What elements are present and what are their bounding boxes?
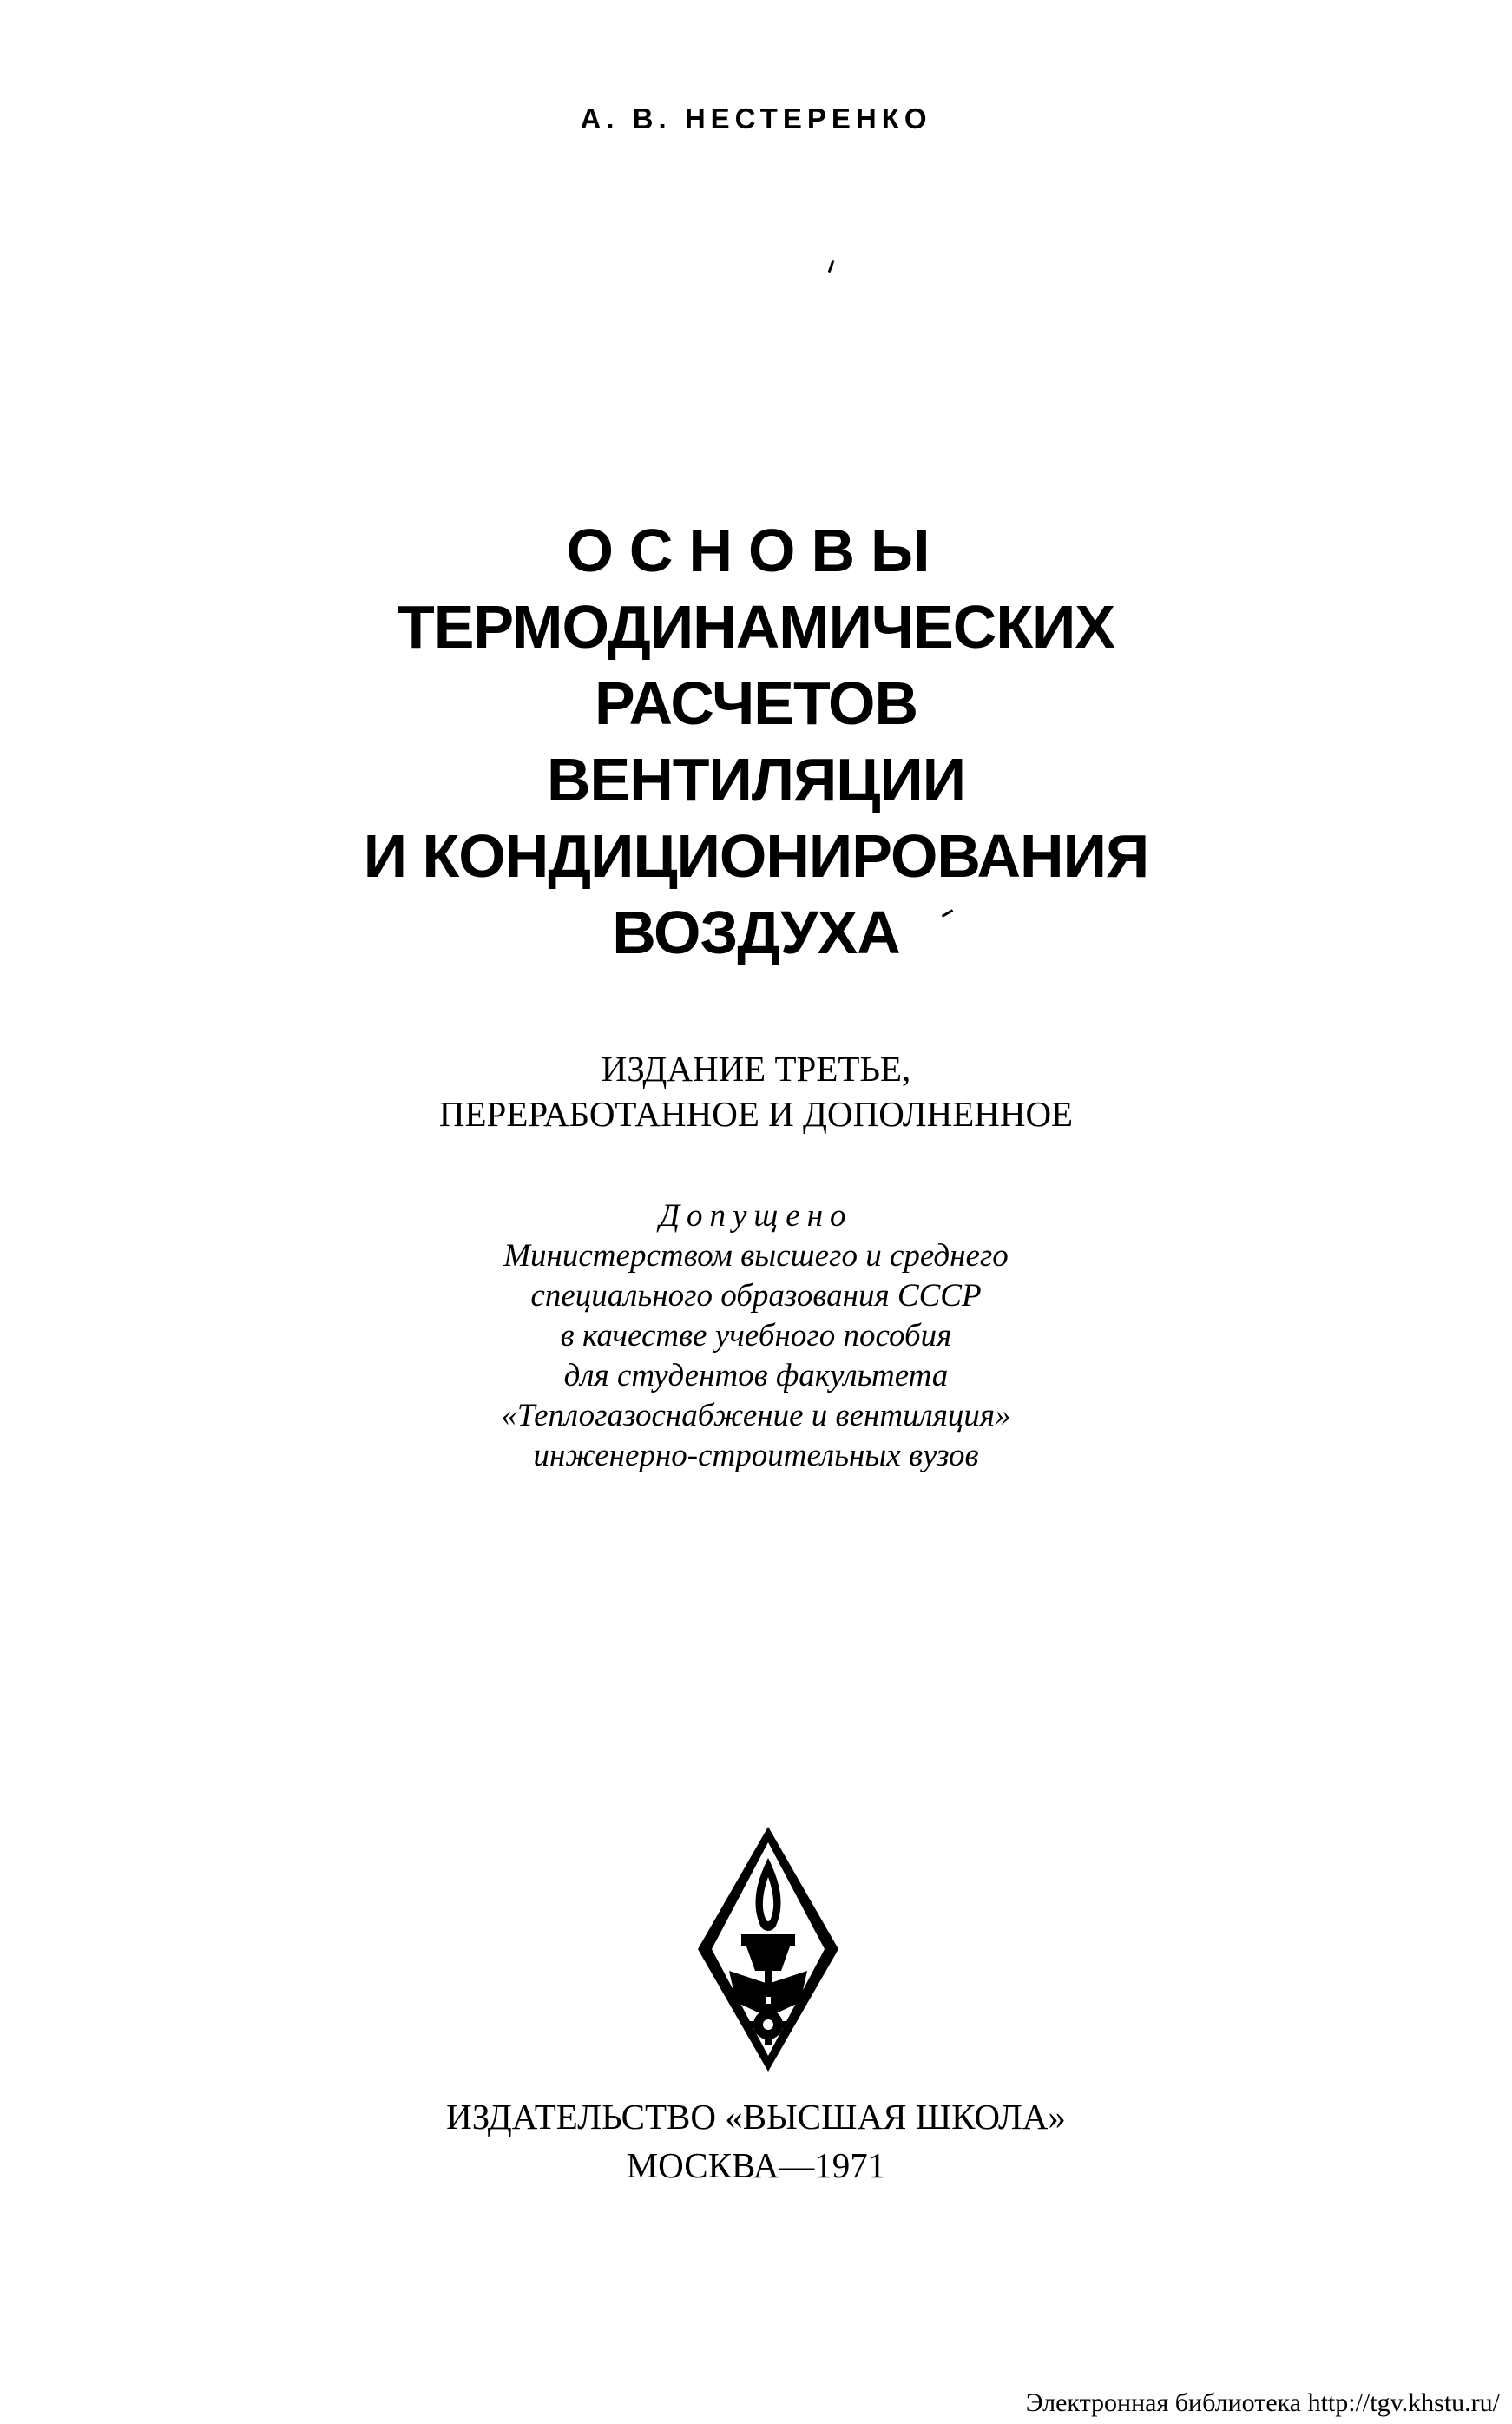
approval-line: для студентов факультета xyxy=(563,1358,949,1393)
approval-line: инженерно-строительных вузов xyxy=(533,1438,979,1473)
library-footer: Электронная библиотека http://tgv.khstu.ru/ xyxy=(1025,2388,1500,2417)
title-line: РАСЧЕТОВ xyxy=(594,669,918,737)
title-line: ВОЗДУХА xyxy=(612,899,900,966)
title-line: ОСНОВЫ xyxy=(566,517,946,584)
publisher-city-year: МОСКВА—1971 xyxy=(626,2145,886,2185)
title-line: И КОНДИЦИОНИРОВАНИЯ xyxy=(363,822,1149,890)
publisher-info xyxy=(0,2092,1512,2190)
scan-mark xyxy=(828,260,835,273)
author-name: А. В. НЕСТЕРЕНКО xyxy=(580,102,932,135)
approval-note xyxy=(0,1196,1512,1476)
approval-line: «Теплогазоснабжение и вентиляция» xyxy=(501,1398,1011,1433)
title-line: ТЕРМОДИНАМИЧЕСКИХ xyxy=(397,593,1115,661)
approval-line: Допущено xyxy=(659,1198,853,1234)
book-title xyxy=(0,512,1512,971)
edition-line: ИЗДАНИЕ ТРЕТЬЕ, xyxy=(601,1049,911,1089)
approval-line: Министерством высшего и среднего xyxy=(503,1238,1009,1274)
publisher-diamond-emblem-icon xyxy=(694,1823,842,2075)
publisher-name: ИЗДАТЕЛЬСТВО «ВЫСШАЯ ШКОЛА» xyxy=(446,2097,1066,2137)
approval-line: в качестве учебного пособия xyxy=(560,1318,952,1354)
title-line: ВЕНТИЛЯЦИИ xyxy=(546,746,966,813)
edition-line: ПЕРЕРАБОТАННОЕ И ДОПОЛНЕННОЕ xyxy=(438,1094,1074,1134)
approval-line: специального образования СССР xyxy=(530,1278,982,1314)
edition-note xyxy=(0,1046,1512,1136)
